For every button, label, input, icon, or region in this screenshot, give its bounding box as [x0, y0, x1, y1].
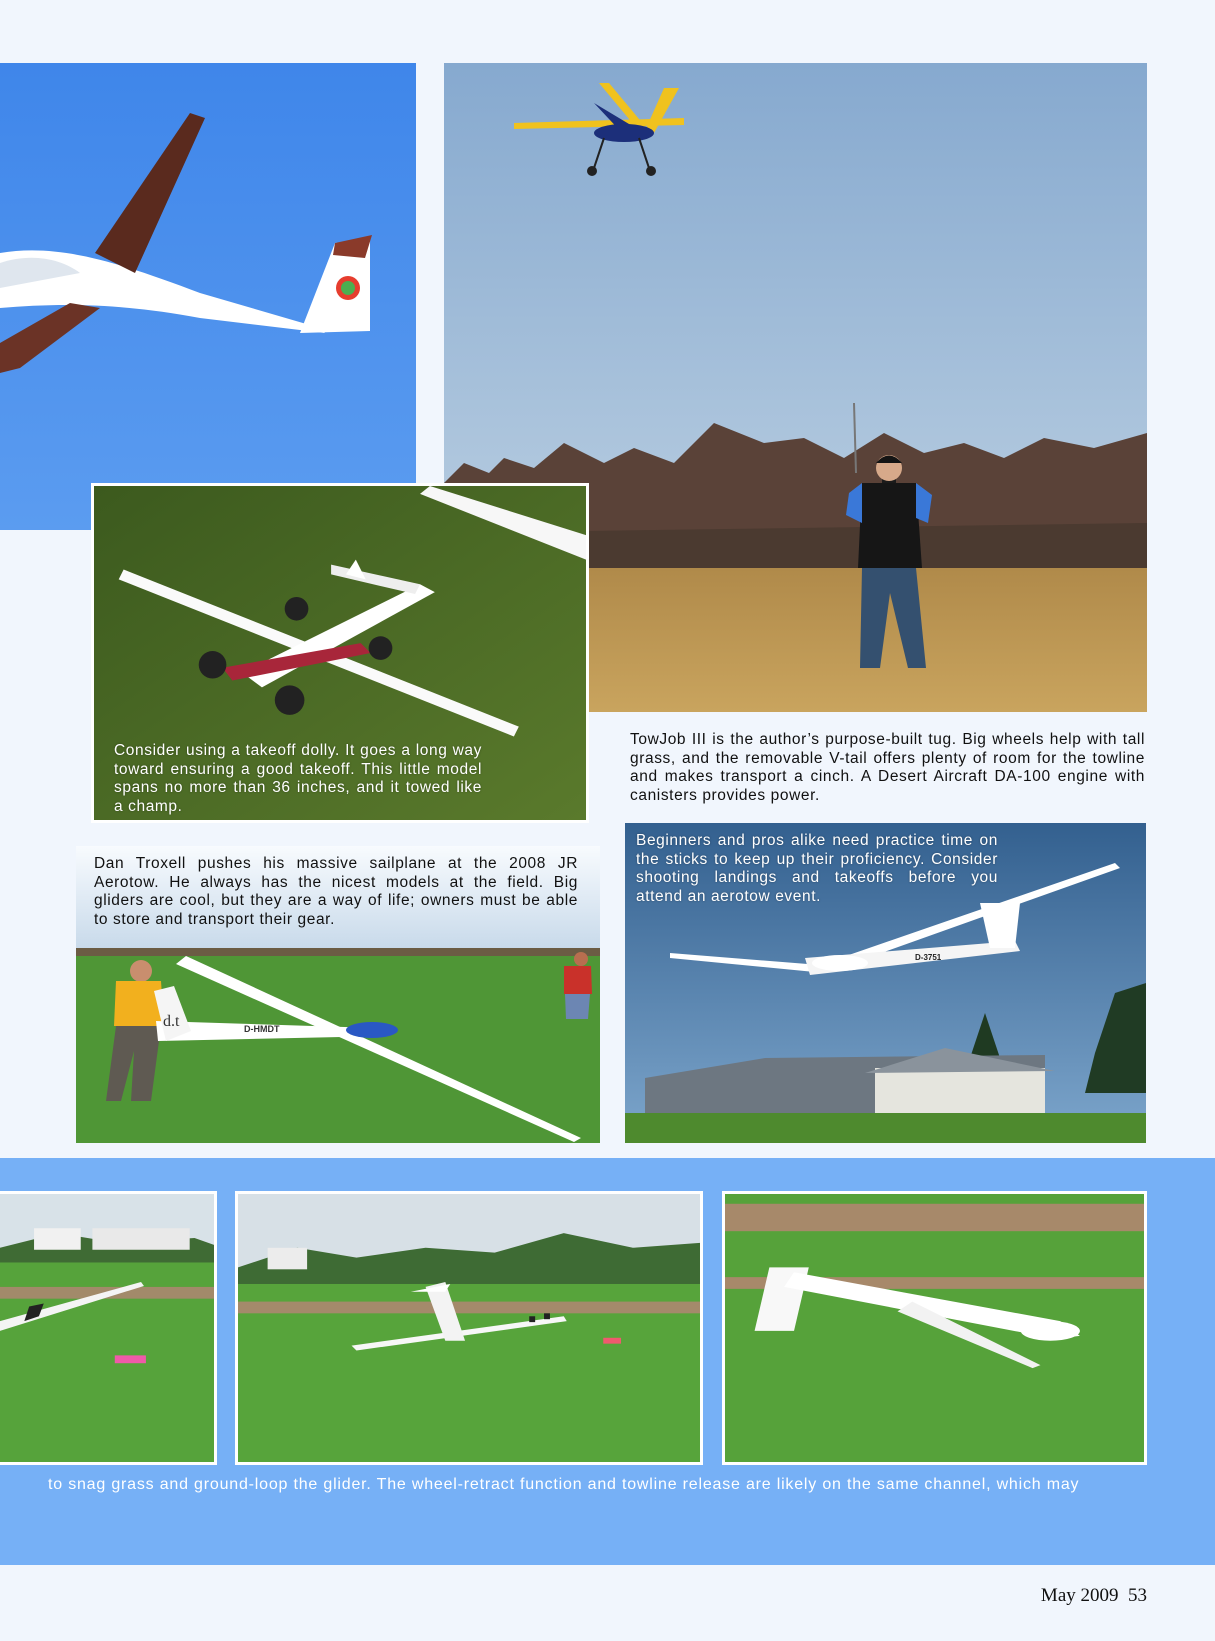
photo-ground-loop-2 — [235, 1191, 703, 1465]
photo-ground-loop-3 — [722, 1191, 1147, 1465]
caption-practice: Beginners and pros alike need practice time on the sticks to keep up their proficiency. Consider shooting landings and takeoffs before you attend an aerotow event. — [636, 832, 998, 905]
caption-takeoff-dolly: Consider using a takeoff dolly. It goes a long way toward ensuring a good takeoff. This little model spans no more than 36 inches, and it towed like a champ. — [114, 742, 482, 815]
folio-issue: May 2009 — [1040, 1585, 1119, 1606]
troxell-registration: D-HMDT — [244, 1024, 280, 1034]
page-folio — [1041, 1585, 1147, 1607]
caption-towjob: TowJob III is the author’s purpose-built tug. Big wheels help with tall grass, and the removable V-tail offers plenty of room for the towline and makes transport a cinch. A Desert Aircraft DA-100 engine with canisters provides power. — [630, 731, 1145, 804]
troxell-fin-marking: d.t — [163, 1013, 180, 1030]
folio-page-number: 53 — [1128, 1585, 1147, 1606]
caption-troxell: Dan Troxell pushes his massive sailplane at the 2008 JR Aerotow. He always has the nicest models at the field. Big gliders are cool, but they are a way of life; owners must be able to store and transport their gear. — [94, 855, 578, 928]
body-text: to snag grass and ground-loop the glider. The wheel-retract function and towline release are likely on the same channel, which may — [48, 1476, 1080, 1493]
photo-ground-loop-1 — [0, 1191, 217, 1465]
photo-glider-sky — [0, 63, 416, 530]
practice-registration: D-3751 — [915, 953, 942, 962]
